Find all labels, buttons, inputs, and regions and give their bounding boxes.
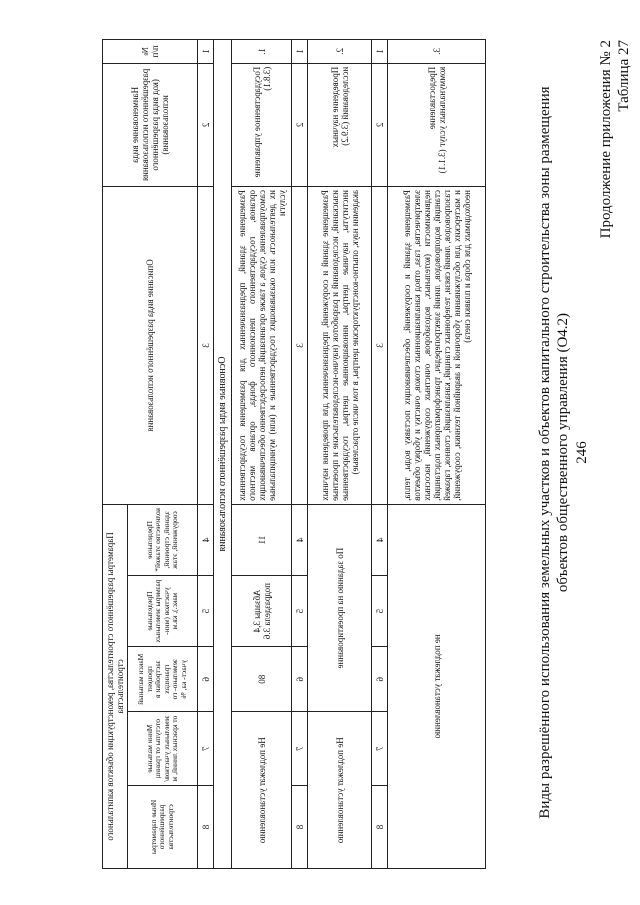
row-desc: Размещение зданий и сооружений, обеспечивающих поставку воды, тепла, электричества, газа, отвод канализационных стоков, очистку и уборку объектов недвижимости (котельных, водозаборов, очистных сооружений, насосных станций, водопроводов, линий электропередач, трансформаторных подстанций, газопроводов, линий связи, телефонных станций, канализаций, стоянок, гаражей и мастерских для обслуживания уборочной и аварийной техники, сооружений, необходимых для сбора и плавки снега): [388, 187, 486, 505]
row-name: Государственное управление (3.8.1): [232, 63, 292, 186]
table-title: [536, 0, 572, 905]
land-use-table: [102, 39, 486, 869]
section-title: Основные виды разрешённого использования: [214, 40, 232, 869]
row-p78: Не подлежат установлению: [232, 712, 292, 869]
header-p6: Макси мальный процент застройки в границах земельно- го участ- ка, %: [128, 647, 198, 712]
col-number: 4: [292, 504, 308, 575]
col-number: 2: [372, 63, 388, 186]
col-number: 3: [292, 187, 308, 505]
row-p6: 80: [232, 647, 292, 712]
col-number: 4: [372, 504, 388, 575]
column-numbers-row: [372, 40, 388, 869]
col-number: 5: [372, 576, 388, 647]
col-number: 6: [198, 647, 214, 712]
col-number: 6: [372, 647, 388, 712]
row-num: 3.: [388, 40, 486, 64]
row-p5: Абзацы 3,4 подраздела 3.6: [232, 576, 292, 647]
continuation-note: Продолжение приложения № 2: [598, 40, 614, 239]
section-row: [214, 40, 232, 869]
table-title-line1: Виды разрешённого использования земельных участков и объектов капитального строительства зоны размещения: [537, 86, 553, 819]
col-number: 1: [292, 40, 308, 64]
table-row: [232, 40, 292, 869]
row-name: Проведение научных исследований (3.9.2): [308, 63, 372, 186]
header-p5: Предельные размеры земельных участков (мин-макс.), кв.м: [128, 576, 198, 647]
col-number: 6: [292, 647, 308, 712]
column-numbers-row: [198, 40, 214, 869]
table-title-line2: объектов общественного управления (О4.2): [555, 312, 571, 593]
col-number: 7: [292, 712, 308, 786]
col-number: 7: [372, 712, 388, 786]
col-number: 2: [198, 63, 214, 186]
col-number: 8: [198, 785, 214, 868]
header-row: [103, 40, 128, 869]
row-p4: 11: [232, 504, 292, 575]
table-row: [388, 40, 486, 869]
col-number: 3: [372, 187, 388, 505]
row-desc: Размещение зданий и сооружений, предназначенных для проведения научных изысканий, исследований и разработок (научно-исследовательские и проектные институты, научные центры, инновационные центры, государственные академии наук, опытно-конструкторские центры, в том числе отраслевые): [308, 187, 372, 505]
col-number: 5: [292, 576, 308, 647]
header-params-group: Параметры разрешённого строительства, реконструкции объектов капитального строительства: [103, 504, 128, 868]
col-number: 1: [198, 40, 214, 64]
table-number: Таблица 27: [616, 40, 632, 112]
table-row: [308, 40, 372, 869]
row-p4to6: По заданию на проектирование: [308, 504, 372, 712]
col-number: 4: [198, 504, 214, 575]
col-number: 5: [198, 576, 214, 647]
col-number: 8: [292, 785, 308, 868]
row-p78: Не подлежат установлению: [308, 712, 372, 869]
row-num: 2.: [308, 40, 372, 64]
row-num: 1.: [232, 40, 292, 64]
column-numbers-row: [292, 40, 308, 869]
col-number: 8: [372, 785, 388, 868]
header-p7: Мини мальные отступы от границ земельных участков/ от красных линий, м: [128, 712, 198, 786]
row-p4to8: не подлежат установлению: [388, 504, 486, 868]
row-name: Предоставление коммунальных услуг (3.1.1): [388, 63, 486, 186]
row-desc: Размещение зданий, предназначенных для размещения государственных органов, государственного пенсионного фонда, органов местного самоуправления, судов, а также организаций, непосредственно обеспечивающих их деятельность или оказывающих государственные и (или) муниципальные услуги: [232, 187, 292, 505]
header-p8: Иные параметры разрешённого строительства: [128, 785, 198, 868]
col-number: 3: [198, 187, 214, 505]
col-number: 7: [198, 712, 214, 786]
header-num: № п/п: [103, 40, 198, 64]
col-number: 1: [372, 40, 388, 64]
header-name: Наименование вида разрешённого использования (код вида разрешённого использования): [103, 63, 198, 186]
header-desc: Описание вида разрешённого использования: [103, 187, 198, 505]
col-number: 2: [292, 63, 308, 186]
page-number: 246: [574, 441, 590, 464]
header-p4: Предельное количество этажей* зданий, строений, сооружений, этаж: [128, 504, 198, 575]
